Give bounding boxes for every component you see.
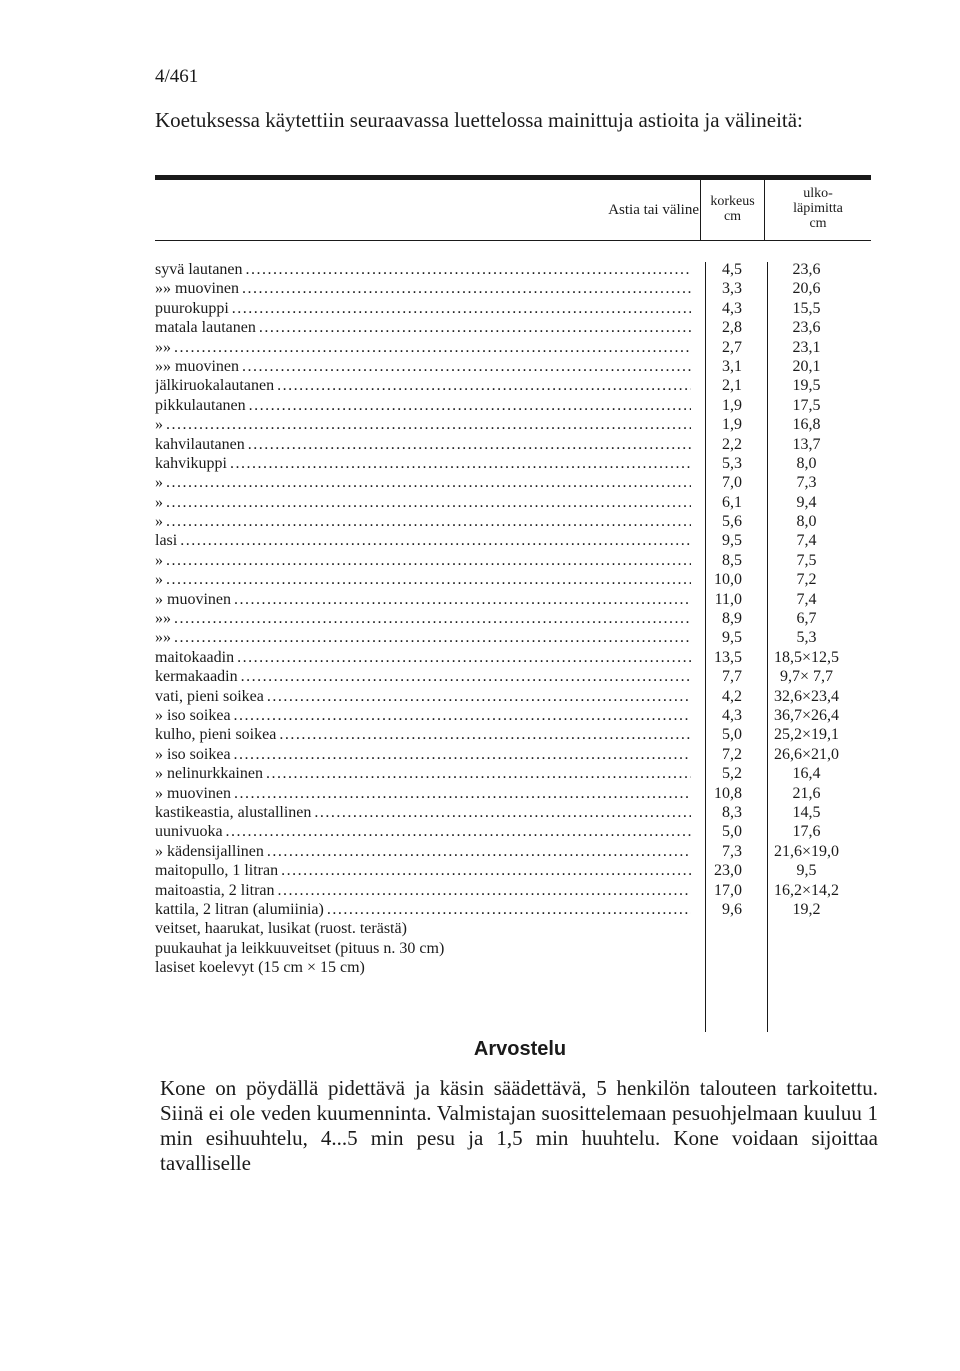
row-item-cell <box>155 609 691 628</box>
table-row <box>155 435 871 454</box>
table-row <box>155 687 871 706</box>
header-diameter <box>765 186 871 231</box>
row-item-cell <box>155 260 691 279</box>
row-item-name: »» muovinen <box>155 280 239 298</box>
row-diameter: 20,6 <box>792 280 821 298</box>
table-row <box>155 570 871 589</box>
row-item-name: » <box>155 474 163 492</box>
row-item-cell <box>155 764 691 783</box>
row-item-name: » nelinurkkainen <box>155 765 263 783</box>
row-item-cell <box>155 376 691 395</box>
row-item-cell <box>155 493 691 512</box>
row-height: 7,3 <box>722 842 742 860</box>
row-height: 10,8 <box>714 784 742 802</box>
row-item-cell <box>155 842 691 861</box>
row-diameter: 8,0 <box>796 513 817 531</box>
table-row <box>155 551 871 570</box>
row-height: 5,0 <box>722 823 742 841</box>
row-diameter: 13,7 <box>792 435 821 453</box>
row-height: 13,5 <box>714 648 742 666</box>
row-height: 7,7 <box>722 668 742 686</box>
row-height: 4,5 <box>722 261 742 278</box>
header-height-unit: cm <box>723 209 742 224</box>
table-row <box>155 764 871 783</box>
row-diameter: 7,3 <box>796 474 817 492</box>
row-item-name: syvä lautanen <box>155 261 243 278</box>
table-row <box>155 628 871 647</box>
row-diameter: 16,4 <box>792 765 821 783</box>
table-row <box>155 454 871 473</box>
column-divider <box>767 262 768 1032</box>
row-item-cell <box>155 881 691 900</box>
table-row <box>155 473 871 492</box>
header-diameter-unit: cm <box>809 216 827 231</box>
leader-dots <box>166 473 691 492</box>
row-item-name: » <box>155 416 163 434</box>
row-item-name: uunivuoka <box>155 823 223 841</box>
row-diameter: 14,5 <box>792 803 821 821</box>
row-diameter: 19,2 <box>792 900 821 918</box>
row-item-name: » muovinen <box>155 784 231 802</box>
row-item-cell <box>155 435 691 454</box>
row-item-cell <box>155 784 691 803</box>
equipment-table <box>155 175 871 977</box>
table-row <box>155 493 871 512</box>
row-item-cell <box>155 919 691 938</box>
row-item-cell <box>155 299 691 318</box>
row-item-name: »» muovinen <box>155 357 239 375</box>
table-header <box>155 180 871 240</box>
row-item-name: maitokaadin <box>155 648 235 666</box>
row-diameter: 21,6×19,0 <box>773 842 840 860</box>
row-height: 5,3 <box>722 454 742 472</box>
table-row <box>155 609 871 628</box>
table-row <box>155 338 871 357</box>
leader-dots <box>166 570 691 589</box>
leader-dots <box>234 706 691 725</box>
row-item-cell <box>155 551 691 570</box>
row-item-name: kulho, pieni soikea <box>155 726 277 744</box>
row-diameter: 18,5×12,5 <box>773 648 840 666</box>
row-item-cell <box>155 531 691 550</box>
row-height: 9,5 <box>722 629 742 647</box>
row-item-cell <box>155 803 691 822</box>
table-row <box>155 939 871 958</box>
leader-dots <box>234 745 691 764</box>
row-item-name: maitoastia, 2 litran <box>155 881 275 899</box>
leader-dots <box>242 279 691 298</box>
row-diameter: 5,3 <box>796 629 817 647</box>
row-height: 7,0 <box>722 474 742 492</box>
row-height: 2,1 <box>722 377 742 395</box>
row-item-name: »» <box>155 629 171 647</box>
row-diameter: 9,4 <box>796 493 817 511</box>
row-diameter: 32,6×23,4 <box>773 687 840 705</box>
table-row <box>155 706 871 725</box>
table-row <box>155 260 871 279</box>
row-item-cell <box>155 473 691 492</box>
row-item-cell <box>155 454 691 473</box>
leader-dots <box>267 842 691 861</box>
row-height: 2,8 <box>722 319 742 337</box>
row-item-cell <box>155 279 691 298</box>
header-diameter-label-1: ulko- <box>803 186 833 201</box>
row-diameter: 17,6 <box>792 823 821 841</box>
row-diameter: 20,1 <box>792 357 821 375</box>
row-height: 4,3 <box>722 299 742 317</box>
column-divider <box>705 262 706 1032</box>
row-diameter: 9,7× 7,7 <box>779 668 834 686</box>
row-item-name: puukauhat ja leikkuuveitset (pituus n. 30 cm) <box>155 939 445 957</box>
row-item-cell <box>155 822 691 841</box>
row-diameter: 23,1 <box>792 338 821 356</box>
leader-dots <box>166 551 691 570</box>
leader-dots <box>278 881 691 900</box>
row-item-cell <box>155 512 691 531</box>
row-item-name: » iso soikea <box>155 706 231 724</box>
row-item-name: » <box>155 513 163 531</box>
leader-dots <box>267 687 691 706</box>
leader-dots <box>180 531 691 550</box>
row-item-cell <box>155 706 691 725</box>
row-diameter: 7,5 <box>796 551 817 569</box>
row-diameter: 6,7 <box>796 610 817 628</box>
row-height: 3,1 <box>722 357 742 375</box>
row-item-cell <box>155 590 691 609</box>
row-height: 2,2 <box>722 435 742 453</box>
leader-dots <box>174 628 691 647</box>
leader-dots <box>166 512 691 531</box>
row-diameter: 21,6 <box>792 784 821 802</box>
row-height: 1,9 <box>722 396 742 414</box>
row-item-name: lasi <box>155 532 178 550</box>
row-item-cell <box>155 745 691 764</box>
row-item-cell <box>155 861 691 880</box>
row-height: 4,3 <box>722 706 742 724</box>
row-diameter: 7,4 <box>796 590 817 608</box>
table-row <box>155 900 871 919</box>
row-diameter: 23,6 <box>792 319 821 337</box>
row-height: 4,2 <box>722 687 742 705</box>
table-row <box>155 318 871 337</box>
table-row <box>155 590 871 609</box>
row-item-cell <box>155 338 691 357</box>
row-item-name: vati, pieni soikea <box>155 687 264 705</box>
row-diameter: 8,0 <box>796 454 817 472</box>
row-diameter: 19,5 <box>792 377 821 395</box>
section-title: Arvostelu <box>473 1038 567 1060</box>
row-item-name: »» <box>155 610 171 628</box>
table-row <box>155 842 871 861</box>
leader-dots <box>259 318 691 337</box>
leader-dots <box>230 454 691 473</box>
row-height: 5,0 <box>722 726 742 744</box>
table-row <box>155 667 871 686</box>
leader-dots <box>246 260 691 279</box>
row-diameter: 15,5 <box>792 299 821 317</box>
header-item: Astia tai väline <box>608 202 699 218</box>
leader-dots <box>234 784 691 803</box>
leader-dots <box>226 822 691 841</box>
leader-dots <box>314 803 691 822</box>
row-item-name: veitset, haarukat, lusikat (ruost. terästä) <box>155 920 407 938</box>
row-height: 10,0 <box>714 571 742 589</box>
row-item-name: kattila, 2 litran (alumiinia) <box>155 900 324 918</box>
table-row <box>155 725 871 744</box>
leader-dots <box>327 900 691 919</box>
body-paragraph: Kone on pöydällä pidettävä ja käsin säädettävä, 5 henkilön talouteen tarkoitettu. Siinä ei ole veden kuumenninta. Valmistajan suosittelemaan pesuohjelmaan kuuluu 1 min esihuuhtelu, 4...5 min pesu ja 1,5 min huuhtelu. Kone voidaan sijoittaa tavalliselle <box>160 1076 878 1175</box>
row-height: 11,0 <box>714 590 742 608</box>
row-diameter: 36,7×26,4 <box>773 706 840 724</box>
row-height: 8,3 <box>722 803 742 821</box>
row-item-name: » <box>155 493 163 511</box>
table-row <box>155 745 871 764</box>
leader-dots <box>248 435 691 454</box>
row-item-name: jälkiruokalautanen <box>155 377 275 395</box>
row-height: 17,0 <box>714 881 742 899</box>
table-row <box>155 279 871 298</box>
row-item-cell <box>155 725 691 744</box>
intro-paragraph: Koetuksessa käytettiin seuraavassa luettelossa mainittuja astioita ja välineitä: <box>155 108 803 132</box>
page-number: 4/461 <box>155 66 199 87</box>
row-item-cell <box>155 667 691 686</box>
table-row <box>155 958 871 977</box>
leader-dots <box>281 861 691 880</box>
row-height: 8,5 <box>722 551 742 569</box>
table-row <box>155 803 871 822</box>
leader-dots <box>242 357 691 376</box>
table-row <box>155 299 871 318</box>
row-item-cell <box>155 648 691 667</box>
row-item-name: kahvikuppi <box>155 454 227 472</box>
row-item-cell <box>155 357 691 376</box>
row-item-name: kastikeastia, alustallinen <box>155 803 312 821</box>
row-item-name: kahvilautanen <box>155 435 245 453</box>
table-row <box>155 861 871 880</box>
header-height-label: korkeus <box>710 194 755 209</box>
row-height: 23,0 <box>714 862 742 880</box>
row-item-name: puurokuppi <box>155 299 229 317</box>
row-diameter: 17,5 <box>792 396 821 414</box>
table-row <box>155 415 871 434</box>
leader-dots <box>232 299 691 318</box>
header-diameter-label-2: läpimitta <box>793 201 843 216</box>
row-item-cell <box>155 318 691 337</box>
table-row <box>155 376 871 395</box>
table-row <box>155 531 871 550</box>
table-row <box>155 784 871 803</box>
table-row <box>155 919 871 938</box>
row-item-cell <box>155 939 691 958</box>
row-item-name: matala lautanen <box>155 319 256 337</box>
leader-dots <box>241 667 691 686</box>
row-diameter: 7,4 <box>796 532 817 550</box>
row-height: 6,1 <box>722 493 742 511</box>
row-height: 2,7 <box>722 338 742 356</box>
row-height: 3,3 <box>722 280 742 298</box>
row-height: 5,6 <box>722 513 742 531</box>
leader-dots <box>279 725 691 744</box>
leader-dots <box>166 493 691 512</box>
table-row <box>155 357 871 376</box>
row-item-name: » iso soikea <box>155 745 231 763</box>
row-item-name: lasiset koelevyt (15 cm × 15 cm) <box>155 959 365 977</box>
leader-dots <box>166 415 691 434</box>
row-diameter: 9,5 <box>796 862 817 880</box>
row-diameter: 7,2 <box>796 571 817 589</box>
row-item-cell <box>155 958 691 977</box>
leader-dots <box>234 590 691 609</box>
row-height: 8,9 <box>722 610 742 628</box>
row-item-cell <box>155 396 691 415</box>
row-item-cell <box>155 900 691 919</box>
table-row <box>155 881 871 900</box>
leader-dots <box>174 338 691 357</box>
table-body <box>155 241 871 977</box>
row-item-name: » <box>155 571 163 589</box>
table-row <box>155 512 871 531</box>
row-item-name: » muovinen <box>155 590 231 608</box>
row-diameter: 26,6×21,0 <box>773 745 840 763</box>
row-height: 9,6 <box>722 900 742 918</box>
row-item-name: pikkulautanen <box>155 396 246 414</box>
row-item-name: »» <box>155 338 171 356</box>
row-diameter: 16,8 <box>792 416 821 434</box>
leader-dots <box>174 609 691 628</box>
row-item-name: maitopullo, 1 litran <box>155 862 279 880</box>
row-item-cell <box>155 570 691 589</box>
leader-dots <box>249 396 691 415</box>
row-item-cell <box>155 415 691 434</box>
row-height: 5,2 <box>722 765 742 783</box>
row-diameter: 23,6 <box>792 261 821 278</box>
leader-dots <box>266 764 691 783</box>
leader-dots <box>237 648 691 667</box>
row-item-cell <box>155 687 691 706</box>
leader-dots <box>277 376 691 395</box>
row-item-name: » kädensijallinen <box>155 842 264 860</box>
table-row <box>155 648 871 667</box>
row-item-name: » <box>155 551 163 569</box>
row-item-name: kermakaadin <box>155 668 238 686</box>
row-height: 7,2 <box>722 745 742 763</box>
row-diameter: 16,2×14,2 <box>773 881 840 899</box>
header-height <box>701 194 764 224</box>
table-row <box>155 396 871 415</box>
row-diameter: 25,2×19,1 <box>773 726 840 744</box>
row-height: 1,9 <box>722 416 742 434</box>
row-item-cell <box>155 628 691 647</box>
table-row <box>155 822 871 841</box>
row-height: 9,5 <box>722 532 742 550</box>
